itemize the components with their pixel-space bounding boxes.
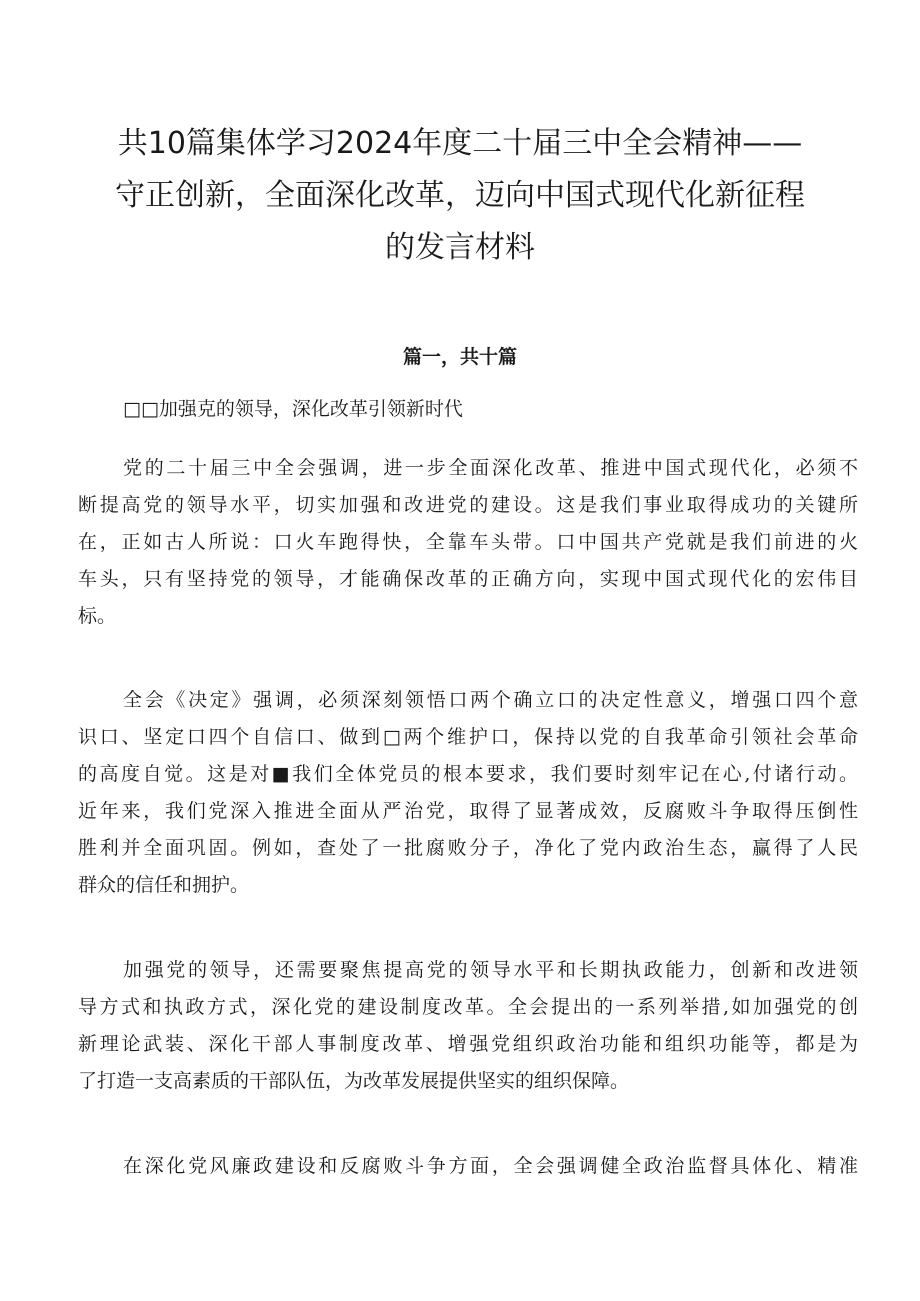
paragraph-line: 党的二十届三中全会强调，进一步全面深化改革、推进中国式现代化，必须不 [123, 457, 858, 479]
title-line: 的发言材料 [385, 230, 535, 265]
paragraph-line: 导方式和执政方式，深化党的建设制度改革。全会提出的一系列举措,如加强党的创 [78, 996, 858, 1018]
paragraph-line: 车头，只有坚持党的领导，才能确保改革的正确方向，实现中国式现代化的宏伟目 [78, 568, 858, 590]
paragraph-line: 了打造一支高素质的干部队伍，为改革发展提供坚实的组织保障。 [78, 1070, 630, 1092]
paragraph-line: 在深化党风廉政建设和反腐败斗争方面，全会强调健全政治监督具体化、精准 [123, 1155, 858, 1177]
title-line: 守正创新，全面深化改革，迈向中国式现代化新征程 [115, 178, 805, 213]
paragraph [78, 450, 858, 635]
document-title [60, 118, 860, 274]
paragraph-line: 识口、坚定口四个自信口、做到□两个维护口，保持以党的自我革命引领社会革命 [78, 726, 858, 748]
section-heading: 篇一，共十篇 [402, 346, 517, 368]
paragraph-line: 断提高党的领导水平，切实加强和改进党的建设。这是我们事业取得成功的关键所 [78, 494, 858, 516]
paragraph-line: 胜利并全面巩固。例如，查处了一批腐败分子，净化了党内政治生态，赢得了人民 [78, 837, 858, 859]
title-line: 共10篇集体学习2024年度二十届三中全会精神—— [117, 126, 803, 161]
paragraph-line: 加强党的领导，还需要聚焦提高党的领导水平和长期执政能力，创新和改进领 [123, 959, 858, 981]
paragraph-line: 标。 [78, 605, 117, 627]
paragraph-line: 群众的信任和拥护。 [78, 874, 250, 896]
paragraph [78, 1148, 858, 1185]
paragraph-line: 新理论武装、深化干部人事制度改革、增强党组织政治功能和组织功能等，都是为 [78, 1033, 858, 1055]
paragraph [78, 952, 858, 1100]
paragraph-line: 在，正如古人所说：口火车跑得快，全靠车头带。口中国共产党就是我们前进的火 [78, 531, 858, 553]
paragraph-line: 全会《决定》强调，必须深刻领悟口两个确立口的决定性意义，增强口四个意 [123, 689, 858, 711]
subtitle: □□加强克的领导，深化改革引领新时代 [123, 398, 463, 420]
paragraph [78, 682, 858, 904]
paragraph-line: 近年来，我们党深入推进全面从严治党，取得了显著成效，反腐败斗争取得压倒性 [78, 800, 858, 822]
paragraph-line: 的高度自觉。这是对■我们全体党员的根本要求，我们要时刻牢记在心,付诸行动。 [78, 763, 858, 785]
